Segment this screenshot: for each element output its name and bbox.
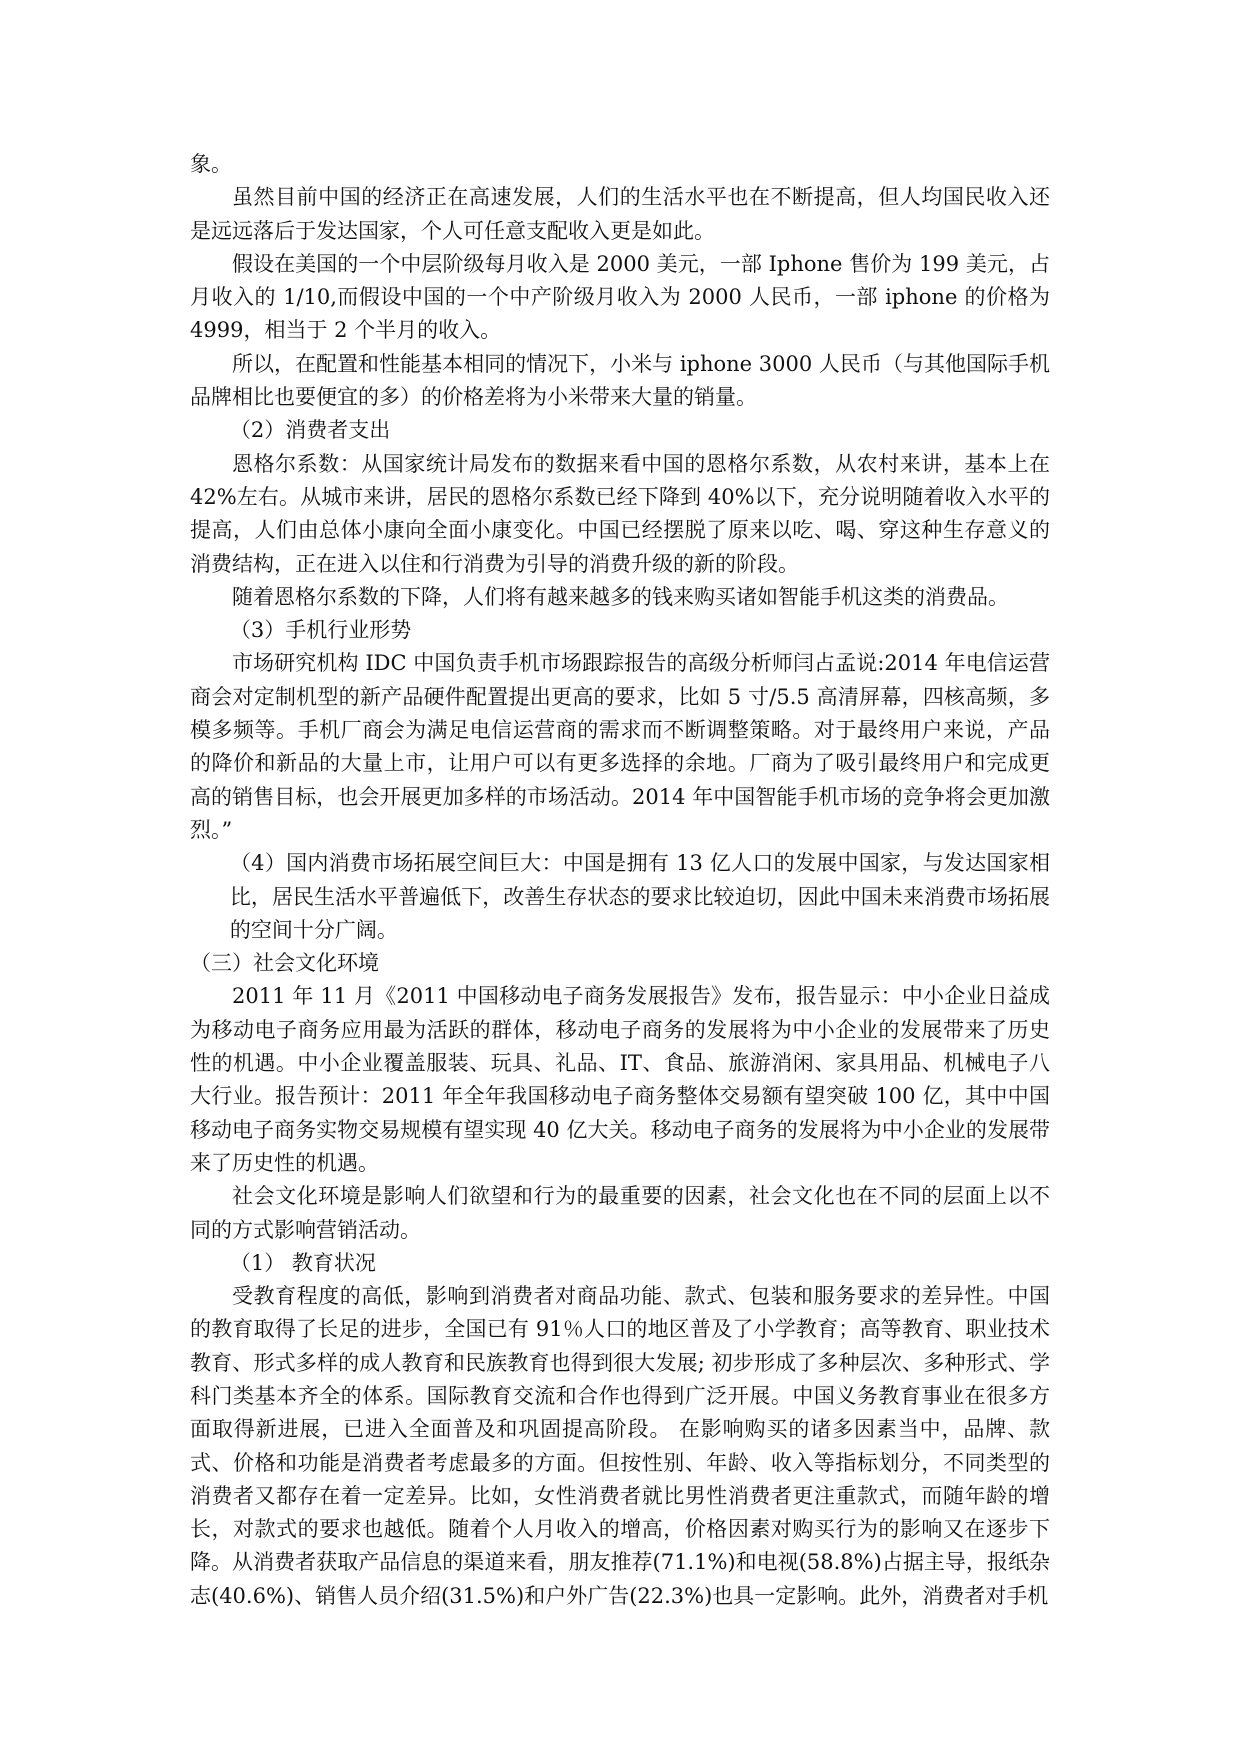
paragraph-engel-decline: 随着恩格尔系数的下降，人们将有越来越多的钱来购买诸如智能手机这类的消费品。 (232, 584, 1009, 609)
paragraph-education: 受教育程度的高低，影响到消费者对商品功能、款式、包装和服务要求的差异性。中国的教育取得了长足的进步，全国已有 91％人口的地区普及了小学教育；高等教育、职业技术教育、形式多样的成人教育和民族教育也得到很大发展; 初步形成了多种层次、多种形式、学科门类基本齐全的体系。国际教育交流和合作也得到广泛开展。中国义务教育事业在很多方面取得新进展，已进入全面普及和巩固提高阶段。 在影响购买的诸多因素当中，品牌、款式、价格和功能是消费者考虑最多的方面。但按性别、年龄、收入等指标划分，不同类型的消费者又都存在着一定差异。比如，女性消费者就比男性消费者更注重款式，而随年龄的增长，对款式的要求也越低。随着个人月收入的增高，价格因素对购买行为的影响又在逐步下降。从消费者获取产品信息的渠道来看，朋友推荐(71.1%)和电视(58.8%)占据主导，报纸杂志(40.6%)、销售人员介绍(31.5%)和户外广告(22.3%)也具一定影响。此外，消费者对手机 (190, 1284, 1050, 1608)
paragraph-continuation: 象。 (190, 152, 232, 176)
heading-education: （1） 教育状况 (229, 1250, 376, 1275)
paragraph-income: 虽然目前中国的经济正在高速发展，人们的生活水平也在不断提高，但人均国民收入还是远远落后于发达国家，个人可任意支配收入更是如此。 (190, 185, 1050, 243)
paragraph-social-culture: 社会文化环境是影响人们欲望和行为的最重要的因素，社会文化也在不同的层面上以不同的方式影响营销活动。 (190, 1184, 1050, 1242)
heading-consumer-spending: （2）消费者支出 (229, 418, 391, 443)
heading-mobile-industry: （3）手机行业形势 (229, 618, 412, 643)
paragraph-domestic-market: （4）国内消费市场拓展空间巨大：中国是拥有 13 亿人口的发展中国家，与发达国家相比，居民生活水平普遍低下，改善生存状态的要求比较迫切，因此中国未来消费市场拓展的空间十分广阔。 (229, 851, 1050, 942)
paragraph-engel-coefficient: 恩格尔系数：从国家统计局发布的数据来看中国的恩格尔系数，从农村来讲，基本上在 42%左右。从城市来讲，居民的恩格尔系数已经下降到 40%以下，充分说明随着收入水平的提高，人们由总体小康向全面小康变化。中国已经摆脱了原来以吃、喝、穿这种生存意义的消费结构，正在进入以住和行消费为引导的消费升级的新的阶段。 (190, 451, 1050, 576)
paragraph-xiaomi-price: 所以，在配置和性能基本相同的情况下，小米与 iphone 3000 人民币（与其他国际手机品牌相比也要便宜的多）的价格差将为小米带来大量的销量。 (190, 351, 1050, 410)
paragraph-mobile-commerce-report: 2011 年 11 月《2011 中国移动电子商务发展报告》发布，报告显示：中小企业日益成为移动电子商务应用最为活跃的群体，移动电子商务的发展将为中小企业的发展带来了历史性的机遇。中小企业覆盖服装、玩具、礼品、IT、食品、旅游消闲、家具用品、机械电子八大行业。报告预计：2011 年全年我国移动电子商务整体交易额有望突破 100 亿，其中中国移动电子商务实物交易规模有望实现 40 亿大关。移动电子商务的发展将为中小企业的发展带来了历史性的机遇。 (190, 984, 1050, 1175)
heading-social-culture: （三）社会文化环境 (190, 951, 379, 976)
document-body (190, 148, 1050, 1613)
paragraph-iphone-price: 假设在美国的一个中层阶级每月收入是 2000 美元，一部 Iphone 售价为 199 美元，占月收入的 1/10,而假设中国的一个中产阶级月收入为 2000 人民币，一部 iphone 的价格为 4999，相当于 2 个半月的收入。 (190, 251, 1050, 343)
paragraph-idc-report: 市场研究机构 IDC 中国负责手机市场跟踪报告的高级分析师闫占孟说:2014 年电信运营商会对定制机型的新产品硬件配置提出更高的要求，比如 5 寸/5.5 高清屏幕，四核高频，多模多频等。手机厂商会为满足电信运营商的需求而不断调整策略。对于最终用户来说，产品的降价和新品的大量上市，让用户可以有更多选择的余地。厂商为了吸引最终用户和完成更高的销售目标，也会开展更加多样的市场活动。2014 年中国智能手机市场的竞争将会更加激烈。” (190, 651, 1050, 842)
